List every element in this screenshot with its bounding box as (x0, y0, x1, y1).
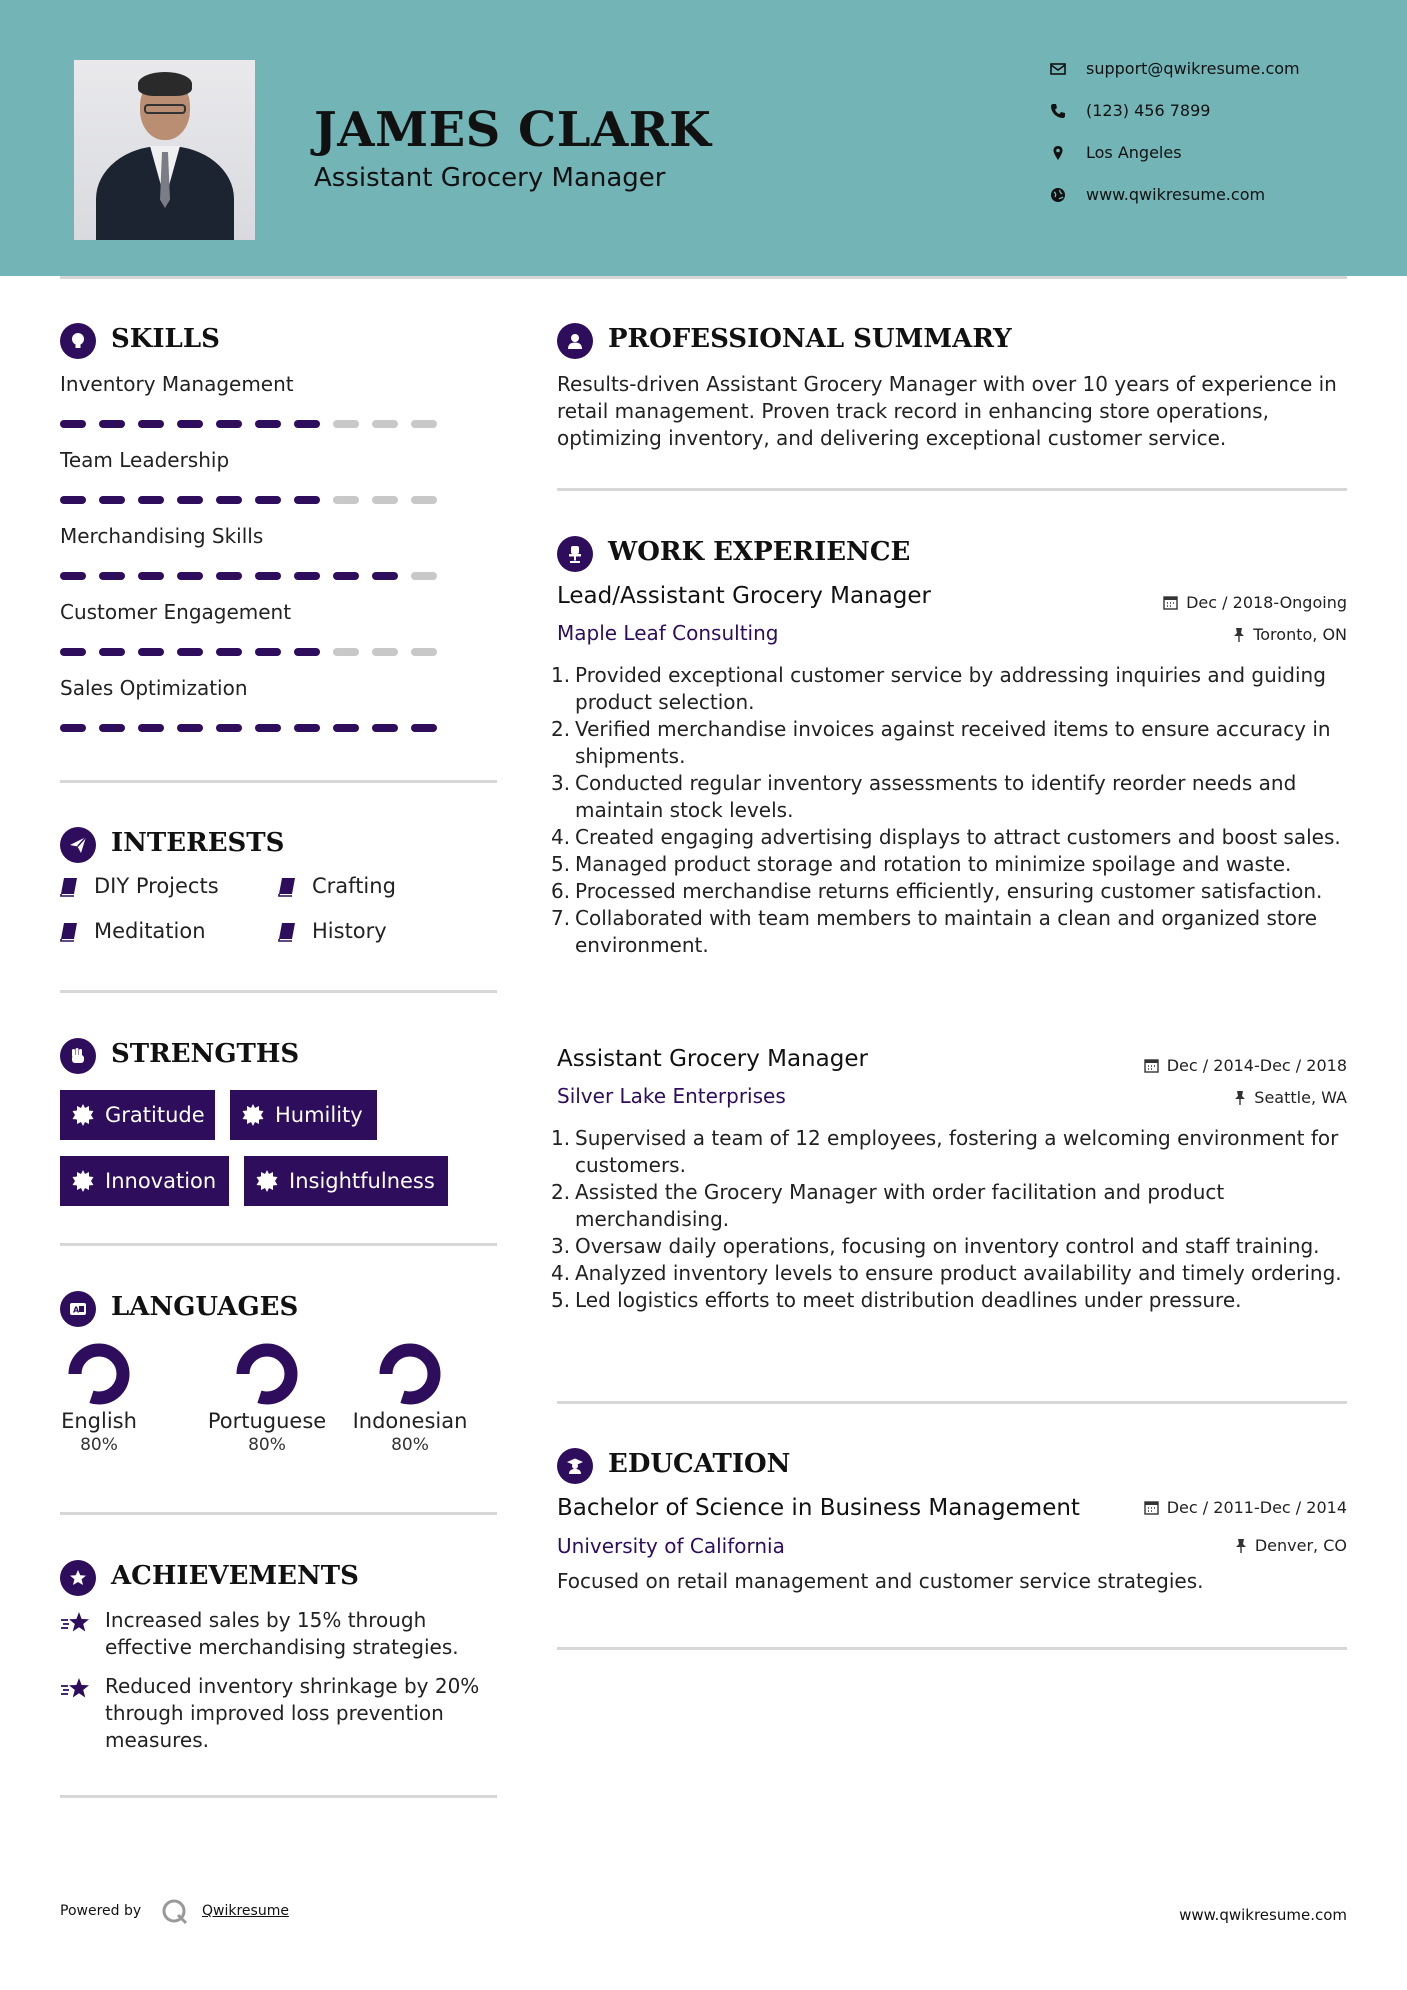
language-item (197, 1343, 337, 1455)
skill-dot-filled (255, 420, 281, 428)
phone-icon (1050, 103, 1066, 119)
language-percent: 80% (248, 1435, 286, 1455)
skill-dot-filled (255, 572, 281, 580)
pushpin-icon (1235, 1538, 1247, 1553)
company-name: Maple Leaf Consulting (557, 621, 779, 645)
skill-dot-filled (294, 420, 320, 428)
language-name: English (61, 1409, 137, 1433)
interests-heading: INTERESTS (111, 828, 285, 858)
duty-item: Collaborated with team members to maintain a clean and organized store environment. (575, 906, 1318, 957)
language-item (340, 1343, 480, 1455)
duty-item: Oversaw daily operations, focusing on inventory control and staff training. (575, 1234, 1320, 1258)
job-dates: Dec / 2018-Ongoing (1163, 593, 1347, 612)
company-name: Silver Lake Enterprises (557, 1084, 786, 1108)
duty-item: Led logistics efforts to meet distribution deadlines under pressure. (575, 1288, 1242, 1312)
duty-item: Conducted regular inventory assessments to identify reorder needs and maintain stock levels. (575, 771, 1297, 822)
strength-tag: Innovation (60, 1156, 229, 1206)
badge-icon (72, 1104, 94, 1126)
skill-dot-filled (294, 572, 320, 580)
duty-item: Created engaging advertising displays to attract customers and boost sales. (575, 825, 1341, 849)
language-icon (60, 1291, 96, 1327)
contact-email-text: support@qwikresume.com (1086, 59, 1300, 78)
skill-dot-filled (138, 648, 164, 656)
job-title: Assistant Grocery Manager (557, 1046, 868, 1072)
book-icon (278, 922, 296, 942)
profile-photo (74, 60, 255, 240)
skill-label: Inventory Management (60, 372, 294, 396)
globe-icon (1050, 187, 1066, 203)
skill-dot-filled (99, 648, 125, 656)
shooting-star-icon (60, 1677, 92, 1701)
calendar-icon (1163, 595, 1178, 610)
summary-text: Results-driven Assistant Grocery Manager with over 10 years of experience in retail management. Proven track record in enhancing store operations, optimizing inventory, and delivering exceptional customer service. (557, 372, 1337, 450)
skill-dot-filled (294, 724, 320, 732)
skill-label: Merchandising Skills (60, 524, 264, 548)
header-divider (60, 276, 1347, 279)
skill-dot-empty (411, 420, 437, 428)
skills-divider (60, 780, 497, 783)
achievement-item: Increased sales by 15% through effective merchandising strategies. (60, 1607, 500, 1663)
achievements-divider (60, 1795, 497, 1798)
contact-location-text: Los Angeles (1086, 143, 1182, 162)
strength-tag: Insightfulness (244, 1156, 448, 1206)
candidate-name: JAMES CLARK (314, 102, 712, 158)
contact-website-text: www.qwikresume.com (1086, 185, 1266, 204)
strengths-divider (60, 1243, 497, 1246)
skill-dot-filled (216, 496, 242, 504)
job-duties-list (557, 662, 1347, 959)
skill-dot-filled (177, 648, 203, 656)
skill-label: Team Leadership (60, 448, 230, 472)
skill-dot-filled (60, 420, 86, 428)
skill-dot-filled (99, 572, 125, 580)
skill-dot-filled (138, 496, 164, 504)
skill-dot-filled (177, 572, 203, 580)
graduate-icon (557, 1448, 593, 1484)
book-icon (60, 922, 78, 942)
strength-tag: Humility (230, 1090, 377, 1140)
language-progress-arc (386, 1350, 434, 1398)
footer-powered-by: Powered by Qwikresume (60, 1903, 141, 1919)
education-dates: Dec / 2011-Dec / 2014 (1144, 1498, 1347, 1517)
language-progress-ring (68, 1343, 130, 1405)
badge-icon (242, 1104, 264, 1126)
job-location: Toronto, ON (1233, 625, 1347, 644)
strength-tag: Gratitude (60, 1090, 215, 1140)
lightbulb-icon (60, 323, 96, 359)
skill-dot-empty (411, 648, 437, 656)
skill-dot-filled (177, 724, 203, 732)
work-divider (557, 1401, 1347, 1404)
envelope-icon (1050, 61, 1066, 77)
office-chair-icon (557, 536, 593, 572)
duty-item: Processed merchandise returns efficiently, ensuring customer satisfaction. (575, 879, 1323, 903)
qwikresume-logo-icon (160, 1897, 190, 1927)
achievements-heading: ACHIEVEMENTS (111, 1561, 359, 1591)
calendar-icon (1144, 1058, 1159, 1073)
skill-dot-filled (294, 648, 320, 656)
languages-heading: LANGUAGES (111, 1292, 299, 1322)
candidate-title: Assistant Grocery Manager (314, 163, 666, 193)
skill-dot-filled (177, 420, 203, 428)
book-icon (60, 877, 78, 897)
skill-label: Sales Optimization (60, 676, 248, 700)
skill-level-meter (60, 420, 460, 428)
user-icon (557, 323, 593, 359)
interests-divider (60, 990, 497, 993)
badge-icon (256, 1170, 278, 1192)
language-percent: 80% (391, 1435, 429, 1455)
skill-dot-filled (99, 724, 125, 732)
skill-dot-filled (216, 648, 242, 656)
footer-website-link[interactable]: www.qwikresume.com (1179, 1906, 1347, 1924)
job-location: Seattle, WA (1234, 1088, 1347, 1107)
skill-dot-empty (333, 420, 359, 428)
skill-dot-filled (216, 724, 242, 732)
education-divider (557, 1647, 1347, 1650)
duty-item: Analyzed inventory levels to ensure product availability and timely ordering. (575, 1261, 1342, 1285)
pushpin-icon (1234, 1090, 1246, 1105)
language-name: Portuguese (207, 1409, 327, 1433)
skill-dot-empty (333, 648, 359, 656)
duty-item: Managed product storage and rotation to minimize spoilage and waste. (575, 852, 1292, 876)
degree-title: Bachelor of Science in Business Management (557, 1495, 1080, 1521)
skill-dot-filled (333, 572, 359, 580)
skill-dot-filled (255, 648, 281, 656)
language-progress-ring (236, 1343, 298, 1405)
skill-dot-filled (60, 496, 86, 504)
pushpin-icon (1233, 627, 1245, 642)
skill-level-meter (60, 496, 460, 504)
skill-dot-filled (138, 572, 164, 580)
skill-dot-filled (372, 724, 398, 732)
school-name: University of California (557, 1534, 785, 1558)
skill-dot-empty (411, 572, 437, 580)
work-heading: WORK EXPERIENCE (608, 537, 911, 567)
skill-dot-filled (411, 724, 437, 732)
skill-dot-filled (138, 724, 164, 732)
language-item (29, 1343, 169, 1455)
skill-dot-filled (372, 572, 398, 580)
education-description: Focused on retail management and customer service strategies. (557, 1569, 1204, 1593)
skills-heading: SKILLS (111, 324, 220, 354)
raised-fist-icon (60, 1038, 96, 1074)
footer-brand-link[interactable]: Qwikresume (202, 1903, 289, 1919)
skill-level-meter (60, 572, 460, 580)
skill-dot-filled (60, 724, 86, 732)
duty-item: Supervised a team of 12 employees, fostering a welcoming environment for customers. (575, 1126, 1339, 1177)
star-badge-icon (60, 1560, 96, 1596)
skill-dot-empty (372, 648, 398, 656)
duty-item: Verified merchandise invoices against received items to ensure accuracy in shipments. (575, 717, 1331, 768)
summary-divider (557, 488, 1347, 491)
skill-dot-empty (333, 496, 359, 504)
skill-dot-empty (372, 420, 398, 428)
skill-dot-filled (99, 420, 125, 428)
languages-divider (60, 1512, 497, 1515)
skill-dot-filled (255, 496, 281, 504)
language-progress-arc (75, 1350, 123, 1398)
strengths-heading: STRENGTHS (111, 1039, 300, 1069)
skill-label: Customer Engagement (60, 600, 292, 624)
calendar-icon (1144, 1500, 1159, 1515)
education-heading: EDUCATION (608, 1449, 791, 1479)
language-percent: 80% (80, 1435, 118, 1455)
education-location: Denver, CO (1235, 1536, 1347, 1555)
header-banner (0, 0, 1407, 276)
skill-dot-empty (372, 496, 398, 504)
summary-heading: PROFESSIONAL SUMMARY (608, 324, 1012, 354)
skill-dot-filled (177, 496, 203, 504)
skill-dot-filled (60, 648, 86, 656)
skill-dot-filled (333, 724, 359, 732)
language-progress-arc (243, 1350, 291, 1398)
achievement-item: Reduced inventory shrinkage by 20% through improved loss prevention measures. (60, 1673, 500, 1757)
skill-dot-filled (60, 572, 86, 580)
contact-phone-text: (123) 456 7899 (1086, 101, 1211, 120)
skill-dot-filled (216, 420, 242, 428)
badge-icon (72, 1170, 94, 1192)
svg-text:A: A (73, 1305, 80, 1315)
duty-item: Assisted the Grocery Manager with order facilitation and product merchandising. (575, 1180, 1225, 1231)
paper-plane-icon (60, 827, 96, 863)
book-icon (278, 877, 296, 897)
skill-level-meter (60, 724, 460, 732)
job-dates: Dec / 2014-Dec / 2018 (1144, 1056, 1347, 1075)
map-pin-icon (1050, 145, 1066, 161)
skill-dot-filled (216, 572, 242, 580)
skill-dot-filled (294, 496, 320, 504)
language-name: Indonesian (352, 1409, 468, 1433)
skill-dot-filled (255, 724, 281, 732)
duty-item: Provided exceptional customer service by addressing inquiries and guiding product selection. (575, 663, 1326, 714)
skill-dot-empty (411, 496, 437, 504)
language-progress-ring (379, 1343, 441, 1405)
shooting-star-icon (60, 1611, 92, 1635)
job-title: Lead/Assistant Grocery Manager (557, 583, 931, 609)
skill-level-meter (60, 648, 460, 656)
job-duties-list (557, 1125, 1347, 1314)
skill-dot-filled (138, 420, 164, 428)
skill-dot-filled (99, 496, 125, 504)
